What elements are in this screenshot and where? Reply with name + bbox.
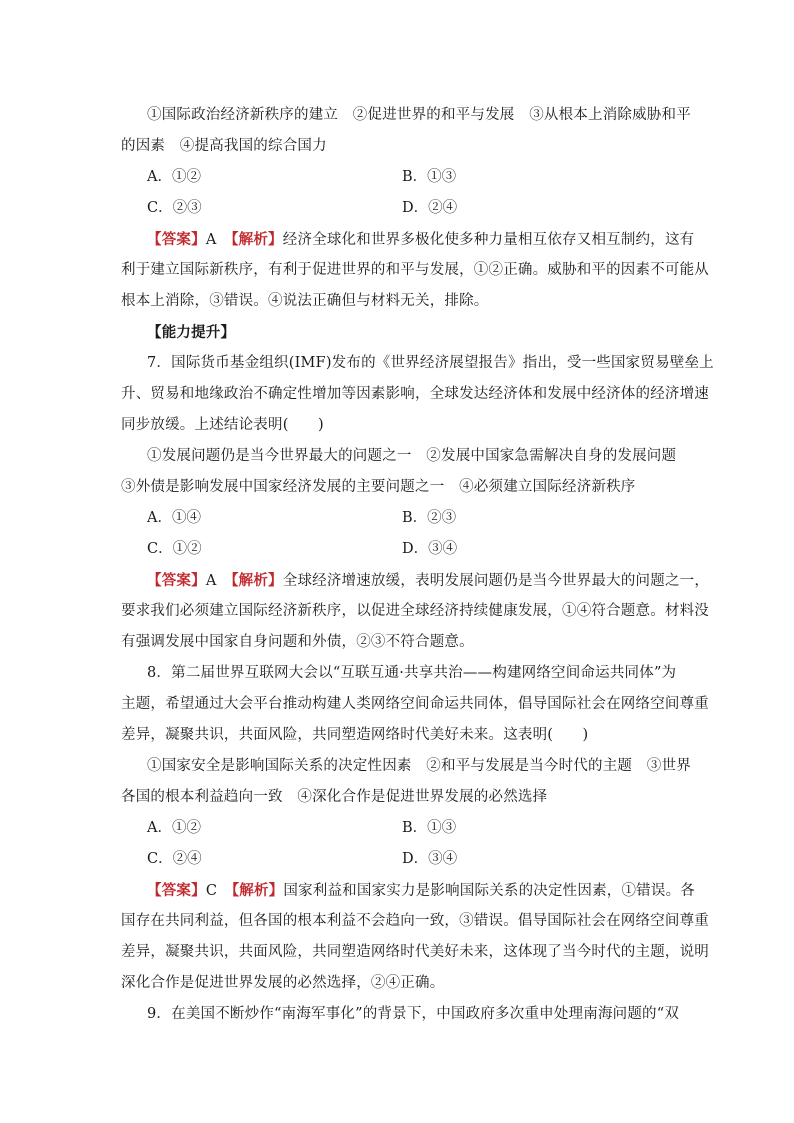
q8-option-d: D．③④ <box>402 851 458 867</box>
q7-stem-line-2: 升、贸易和地缘政治不确定性增加等因素影响，全球发达经济体和发展中经济体的经济增速 <box>121 386 709 402</box>
q8-statements-line-2: 各国的根本利益趋向一致 ④深化合作是促进世界发展的必然选择 <box>121 789 548 805</box>
document-content <box>121 100 714 1030</box>
q7-options-row-2 <box>121 534 674 565</box>
section-heading: 【能力提升】 <box>147 324 236 341</box>
q8-options-row-1 <box>121 813 674 844</box>
q8-options-row-2 <box>121 844 674 875</box>
q7-options-row-1 <box>121 503 674 534</box>
q8-option-c: C．②④ <box>147 851 202 867</box>
q7-stem-line-3: 同步放缓。上述结论表明( ) <box>121 417 324 433</box>
q6-statements-line-2: 的因素 ④提高我国的综合国力 <box>121 138 327 154</box>
q8-option-a: A．①② <box>147 820 201 836</box>
q7-option-b: B．②③ <box>402 510 457 526</box>
answer-tag: 【答案】 <box>147 231 206 248</box>
answer-value: A <box>205 232 217 248</box>
q6-options-row-2 <box>121 193 674 224</box>
analysis-tag: 【解析】 <box>231 572 283 589</box>
q7-analysis-line-3: 有强调发展中国家自身问题和外债，②③不符合题意。 <box>121 634 474 650</box>
q8-stem-line-2: 主题，希望通过大会平台推动构建人类网络空间命运共同体，倡导国际社会在网络空间尊重 <box>121 696 709 712</box>
q7-statements-line-2: ③外债是影响发展中国家经济发展的主要问题之一 ④必须建立国际经济新秩序 <box>121 479 636 495</box>
q7-option-d: D．③④ <box>402 541 458 557</box>
answer-tag: 【答案】 <box>147 882 206 899</box>
answer-value: A <box>205 573 217 589</box>
q7-analysis-line-2: 要求我们必须建立国际经济新秩序，以促进全球经济持续健康发展，①④符合题意。材料没 <box>121 603 709 619</box>
q6-analysis-line-1 <box>121 224 695 255</box>
q6-option-a: A．①② <box>147 169 201 185</box>
q8-analysis-line-1 <box>121 875 695 906</box>
analysis-tag: 【解析】 <box>231 231 283 248</box>
q7-option-c: C．①② <box>147 541 202 557</box>
q7-statements-line-1: ①发展问题仍是当今世界最大的问题之一 ②发展中国家急需解决自身的发展问题 <box>147 448 677 464</box>
q6-options-row-1 <box>121 162 674 193</box>
analysis-tag: 【解析】 <box>231 882 284 899</box>
q8-analysis-line-2: 国存在共同利益，但各国的根本利益不会趋向一致，③错误。倡导国际社会在网络空间尊重 <box>121 913 709 929</box>
q6-option-b: B．①③ <box>402 169 457 185</box>
q8-option-b: B．①③ <box>402 820 457 836</box>
analysis-text: 经济全球化和世界多极化使多种力量相互依存又相互制约，这有 <box>282 232 695 248</box>
q6-analysis-line-3: 根本上消除，③错误。④说法正确但与材料无关，排除。 <box>121 293 489 309</box>
q8-analysis-line-3: 差异，凝聚共识，共面风险，共同塑造网络时代美好未来，这体现了当今时代的主题，说明 <box>121 944 709 960</box>
analysis-text: 全球经济增速放缓，表明发展问题仍是当今世界最大的问题之一， <box>282 573 710 589</box>
q8-stem-line-1: 8．第二届世界互联网大会以“互联互通·共享共治——构建网络空间命运共同体”为 <box>147 665 677 681</box>
q6-option-c: C．②③ <box>147 200 202 216</box>
q7-stem-line-1: 7．国际货币基金组织(IMF)发布的《世界经济展望报告》指出，受一些国家贸易壁垒上 <box>147 355 714 371</box>
q6-analysis-line-2: 利于建立国际新秩序，有利于促进世界的和平与发展，①②正确。威胁和平的因素不可能从 <box>121 262 709 278</box>
analysis-text: 国家利益和国家实力是影响国际关系的决定性因素，①错误。各 <box>283 883 695 899</box>
answer-tag: 【答案】 <box>147 572 206 589</box>
q7-analysis-line-1 <box>121 565 710 596</box>
q6-statements-line-1: ①国际政治经济新秩序的建立 ②促进世界的和平与发展 ③从根本上消除威胁和平 <box>147 107 691 123</box>
q8-analysis-line-4: 深化合作是促进世界发展的必然选择，②④正确。 <box>121 975 445 991</box>
q8-statements-line-1: ①国家安全是影响国际关系的决定性因素 ②和平与发展是当今时代的主题 ③世界 <box>147 758 691 774</box>
q8-stem-line-3: 差异，凝聚共识，共面风险，共同塑造网络时代美好未来。这表明( ) <box>121 727 589 743</box>
q6-option-d: D．②④ <box>402 200 458 216</box>
q7-option-a: A．①④ <box>147 510 201 526</box>
answer-value: C <box>205 883 218 899</box>
q9-stem-line-1: 9．在美国不断炒作“南海军事化”的背景下，中国政府多次重申处理南海问题的“双 <box>147 1006 680 1022</box>
